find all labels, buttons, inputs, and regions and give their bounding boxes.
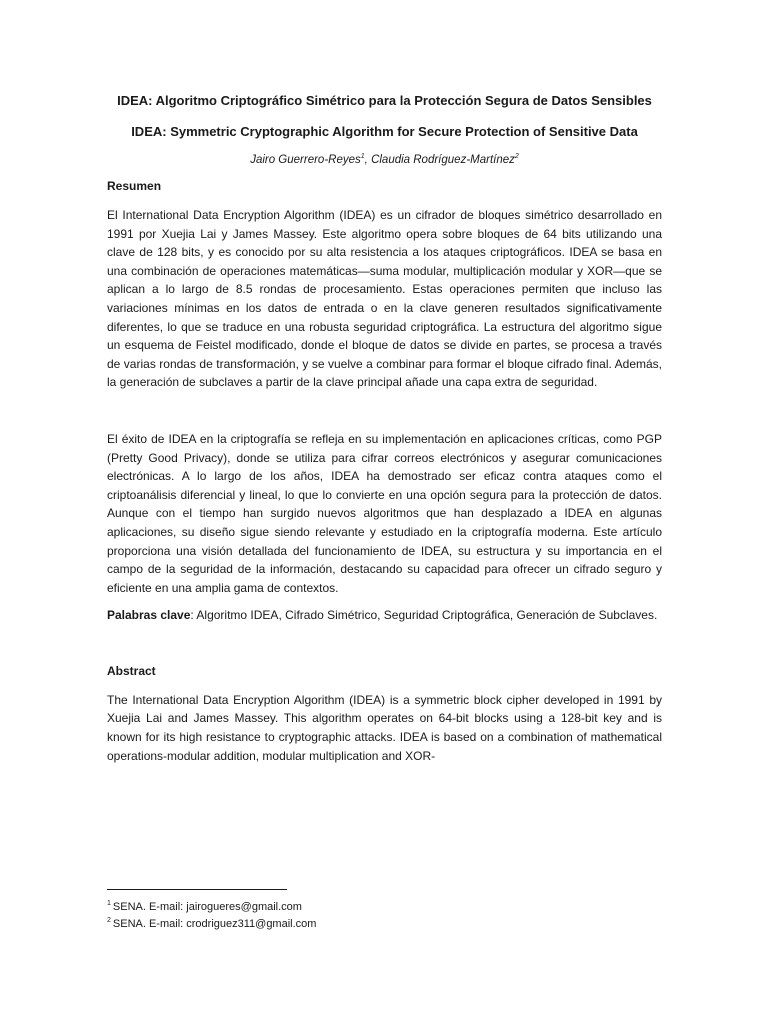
paper-page — [107, 90, 662, 765]
resumen-heading: Resumen — [107, 179, 162, 193]
footnote-text: SENA. E-mail: crodriguez311@gmail.com — [112, 917, 317, 930]
author-line — [107, 151, 662, 169]
footnote-mark: 2 — [514, 153, 519, 161]
footnote-mark: 1 — [107, 900, 111, 908]
footnote — [107, 899, 507, 916]
footnotes — [107, 899, 507, 932]
footnote-text: SENA. E-mail: jairogueres@gmail.com — [112, 901, 302, 913]
footnote — [107, 916, 507, 933]
title-spanish: IDEA: Algoritmo Criptográfico Simétrico para la Protección Segura de Datos Sensibles — [117, 93, 652, 108]
abstract-heading: Abstract — [107, 663, 156, 678]
footnote-mark: 1 — [360, 153, 365, 161]
abstract-paragraph: The International Data Encryption Algorithm (IDEA) is a symmetric block cipher developed in 1991 by Xuejia Lai and James Massey. This algorithm operates on 64-bit blocks using a 128-bit key and is known for its high resistance to cryptographic attacks. IDEA is based on a combination of mathematical operations-modular addition, modular multiplication and XOR- — [107, 692, 662, 763]
author-separator: , — [364, 154, 372, 166]
footnote-divider — [107, 889, 287, 890]
resumen-paragraph: El éxito de IDEA en la criptografía se refleja en su implementación en aplicaciones críticas, como PGP (Pretty Good Privacy), donde se utiliza para cifrar correos electrónicos y asegurar comunicaciones electrónicas. A lo largo de los años, IDEA ha demostrado ser eficaz contra ataques como el criptoanálisis diferencial y lineal, lo que lo convierte en una opción segura para la protección de datos. Aunque con el tiempo han surgido nuevos algoritmos que han desplazado a IDEA en algunas aplicaciones, su diseño sigue siendo relevante y estudiado en la criptografía moderna. Este artículo proporciona una visión detallada del funcionamiento de IDEA, su estructura y su importancia en el campo de la seguridad de la información, destacando su capacidad para ofrecer un cifrado seguro y eficiente en una amplia gama de contextos. — [107, 431, 662, 595]
keywords-label: Palabras clave — [107, 608, 191, 623]
author-name: Claudia Rodríguez-Martínez — [371, 154, 515, 166]
keywords — [107, 606, 662, 625]
keywords-text: : Algoritmo IDEA, Cifrado Simétrico, Seguridad Criptográfica, Generación de Subclaves. — [190, 608, 658, 623]
title-english: IDEA: Symmetric Cryptographic Algorithm for Secure Protection of Sensitive Data — [131, 124, 638, 139]
author-name: Jairo Guerrero-Reyes — [250, 154, 361, 166]
resumen-paragraph: El International Data Encryption Algorithm (IDEA) es un cifrador de bloques simétrico desarrollado en 1991 por Xuejia Lai y James Massey. Este algoritmo opera sobre bloques de 64 bits utilizando una clave de 128 bits, y es conocido por su alta resistencia a los ataques criptográficos. IDEA se basa en una combinación de operaciones matemáticas—suma modular, multiplicación modular y XOR—que se aplican a lo largo de 8.5 rondas de procesamiento. Estas operaciones permiten que incluso las variaciones mínimas en los datos de entrada o en la clave generen resultados significativamente diferentes, lo que se traduce en una robusta seguridad criptográfica. La estructura del algoritmo sigue un esquema de Feistel modificado, donde el bloque de datos se divide en partes, se procesa a través de varias rondas de transformación, y se vuelve a combinar para formar el bloque cifrado final. Además, la generación de subclaves a partir de la clave principal añade una capa extra de seguridad. — [107, 208, 662, 390]
footnote-mark: 2 — [107, 916, 111, 924]
